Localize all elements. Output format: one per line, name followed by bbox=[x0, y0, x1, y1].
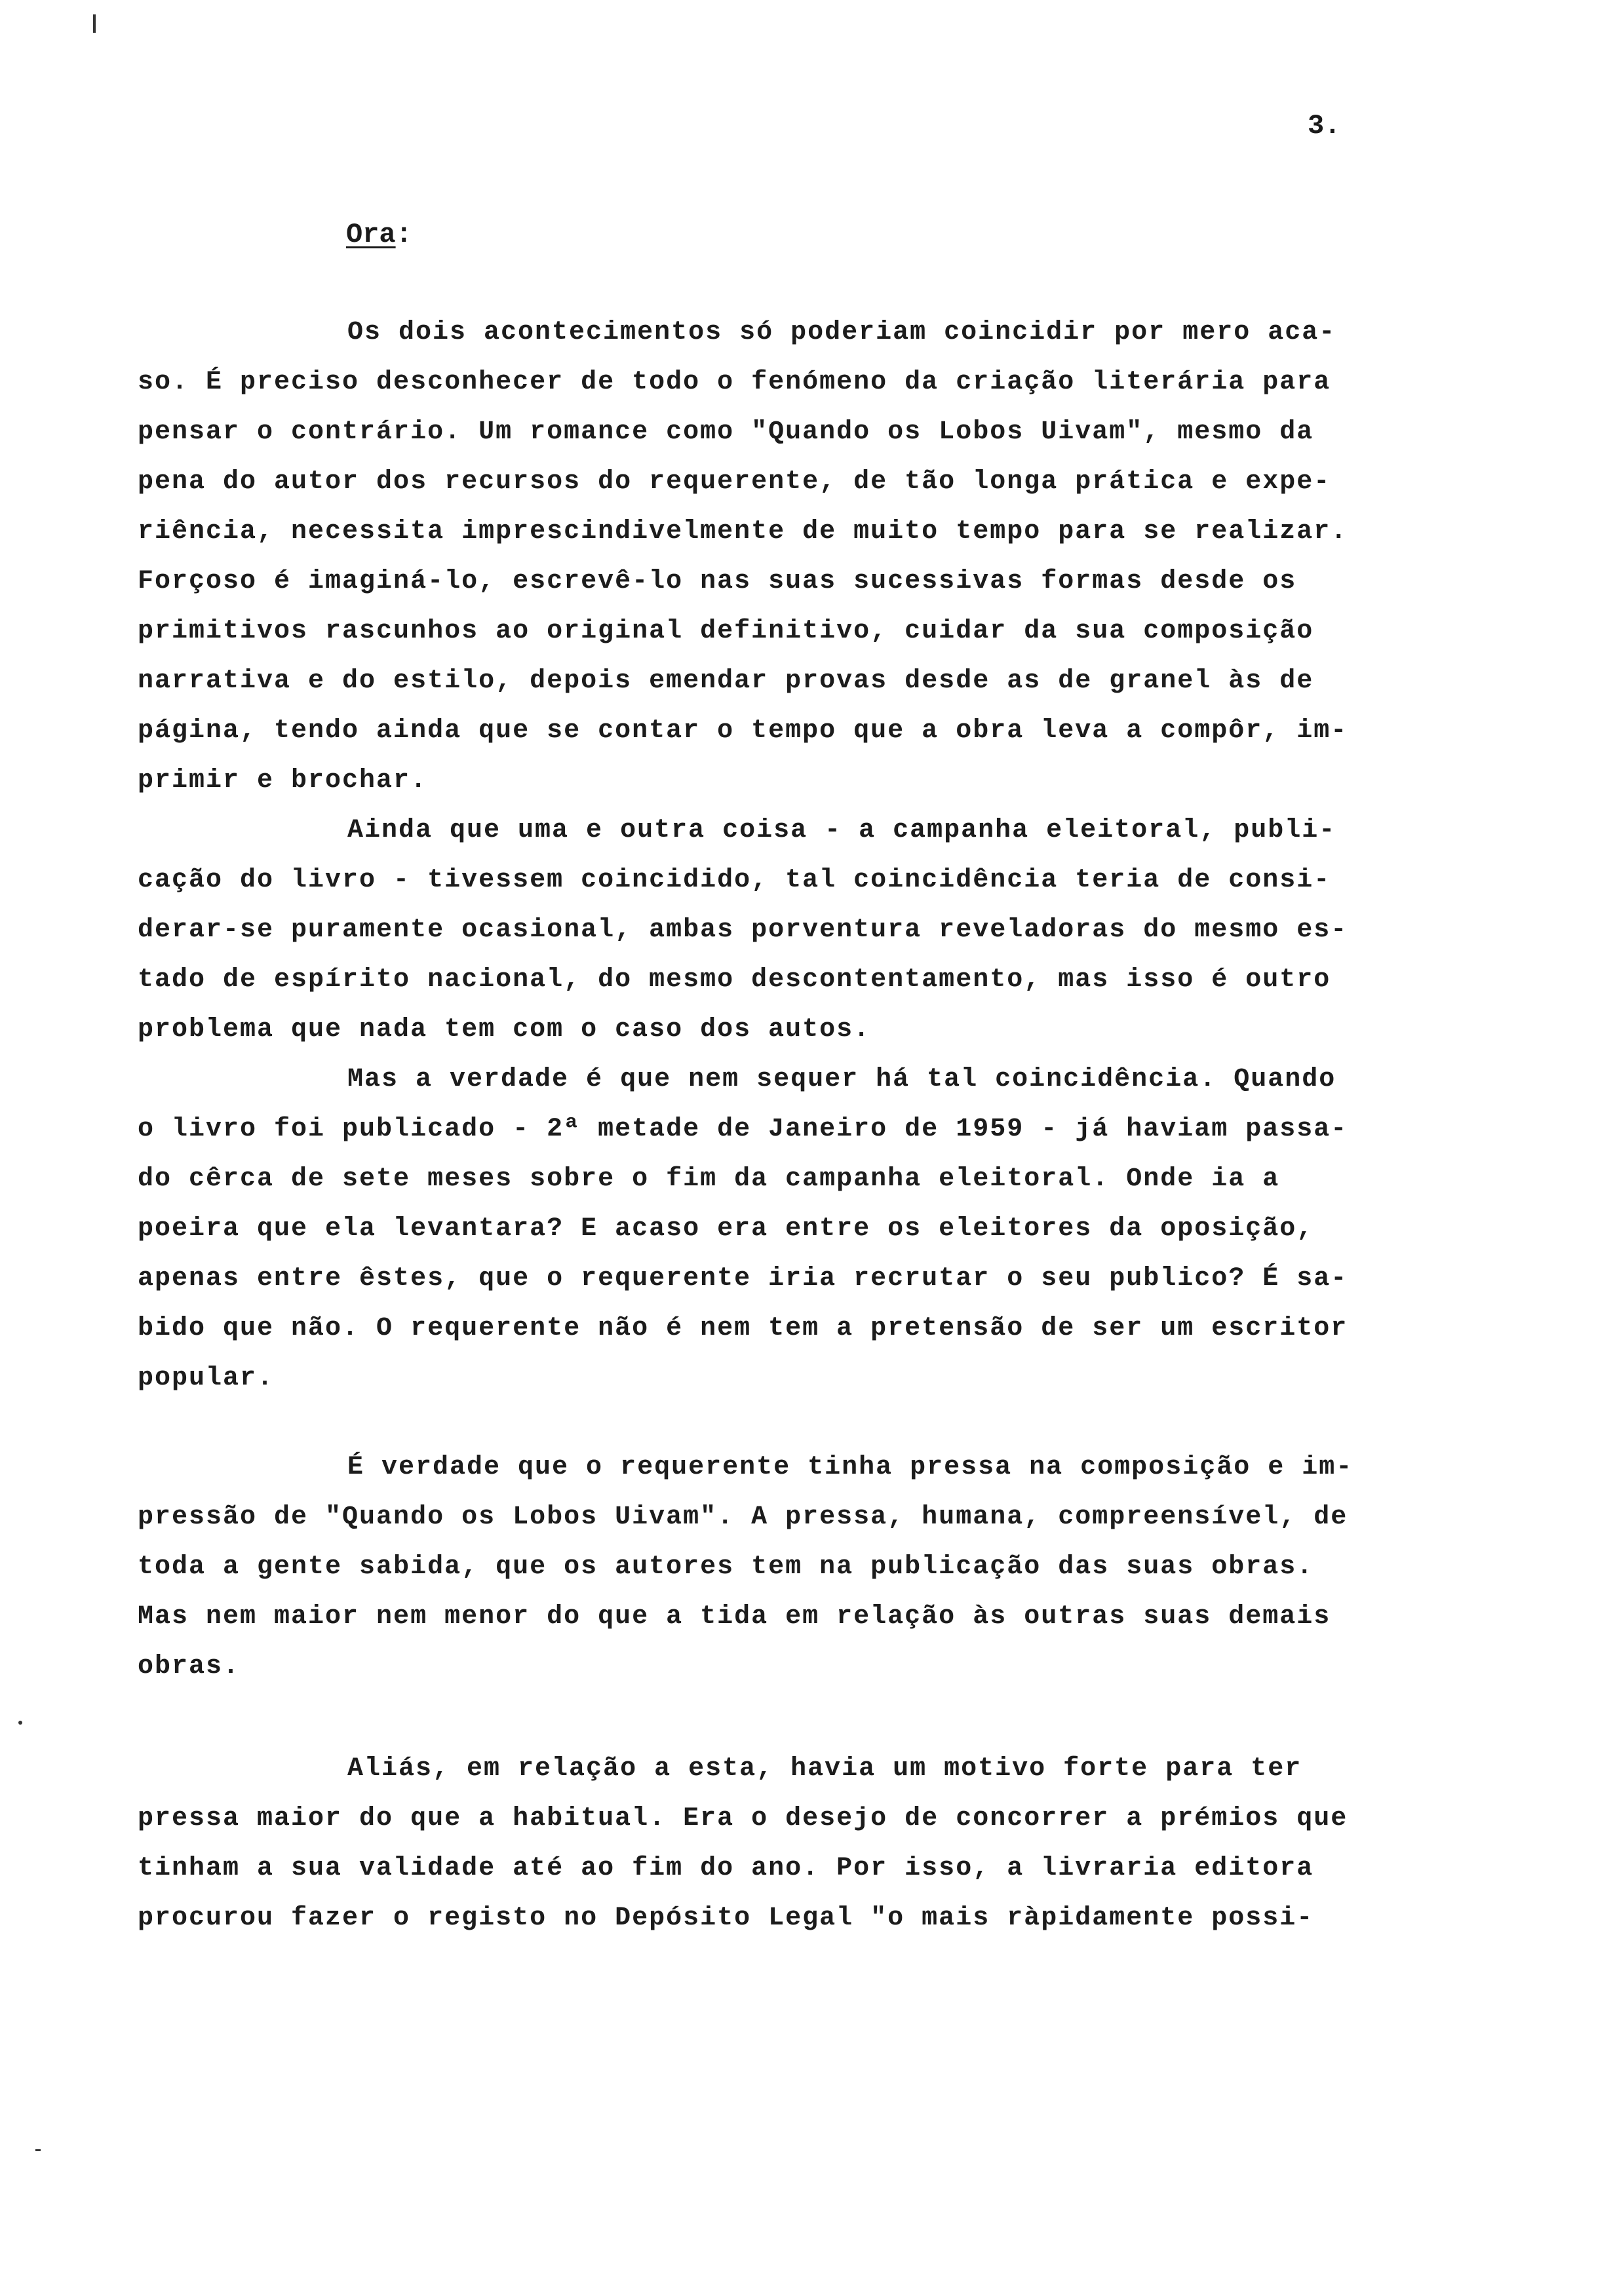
scan-speck bbox=[93, 14, 96, 33]
text-line: derar-se puramente ocasional, ambas porventura reveladoras do mesmo es- bbox=[138, 915, 1348, 945]
text-line: so. É preciso desconhecer de todo o fenómeno da criação literária para bbox=[138, 368, 1331, 397]
text-line: Os dois acontecimentos só poderiam coincidir por mero aca- bbox=[347, 318, 1336, 347]
text-line: pensar o contrário. Um romance como "Quando os Lobos Uivam", mesmo da bbox=[138, 417, 1314, 447]
text-line: poeira que ela levantara? E acaso era entre os eleitores da oposição, bbox=[138, 1214, 1314, 1244]
text-line: página, tendo ainda que se contar o tempo que a obra leva a compôr, im- bbox=[138, 716, 1348, 746]
heading-word: Ora bbox=[346, 219, 396, 250]
text-line: problema que nada tem com o caso dos autos. bbox=[138, 1015, 871, 1044]
text-line: Aliás, em relação a esta, havia um motivo forte para ter bbox=[347, 1754, 1302, 1784]
text-line: o livro foi publicado - 2ª metade de Janeiro de 1959 - já haviam passa- bbox=[138, 1115, 1348, 1144]
text-line: pressa maior do que a habitual. Era o desejo de concorrer a prémios que bbox=[138, 1804, 1348, 1833]
text-line: cação do livro - tivessem coincidido, tal coincidência teria de consi- bbox=[138, 866, 1331, 895]
scan-speck bbox=[18, 1721, 22, 1725]
text-line: Forçoso é imaginá-lo, escrevê-lo nas suas sucessivas formas desde os bbox=[138, 567, 1297, 596]
page-number: 3. bbox=[1308, 110, 1341, 142]
text-line: narrativa e do estilo, depois emendar provas desde as de granel às de bbox=[138, 666, 1314, 696]
text-line: pena do autor dos recursos do requerente, de tão longa prática e expe- bbox=[138, 467, 1331, 497]
text-line: pressão de "Quando os Lobos Uivam". A pressa, humana, compreensível, de bbox=[138, 1502, 1348, 1532]
scan-speck bbox=[35, 2149, 41, 2151]
heading-punctuation: : bbox=[395, 219, 412, 250]
text-line: popular. bbox=[138, 1364, 275, 1393]
text-line: obras. bbox=[138, 1652, 241, 1681]
text-line: bido que não. O requerente não é nem tem a pretensão de ser um escritor bbox=[138, 1314, 1348, 1343]
text-line: Mas nem maior nem menor do que a tida em relação às outras suas demais bbox=[138, 1602, 1331, 1632]
text-line: tado de espírito nacional, do mesmo descontentamento, mas isso é outro bbox=[138, 965, 1331, 995]
text-line: primitivos rascunhos ao original definitivo, cuidar da sua composição bbox=[138, 617, 1314, 646]
text-line: tinham a sua validade até ao fim do ano. Por isso, a livraria editora bbox=[138, 1854, 1314, 1883]
text-line: riência, necessita imprescindivelmente de muito tempo para se realizar. bbox=[138, 517, 1348, 546]
text-line: Ainda que uma e outra coisa - a campanha eleitoral, publi- bbox=[347, 816, 1336, 845]
text-line: É verdade que o requerente tinha pressa na composição e im- bbox=[347, 1453, 1353, 1482]
text-line: primir e brochar. bbox=[138, 766, 428, 795]
section-heading bbox=[346, 219, 412, 250]
text-line: Mas a verdade é que nem sequer há tal coincidência. Quando bbox=[347, 1065, 1336, 1094]
text-line: toda a gente sabida, que os autores tem na publicação das suas obras. bbox=[138, 1552, 1314, 1582]
text-line: procurou fazer o registo no Depósito Legal "o mais ràpidamente possi- bbox=[138, 1904, 1314, 1933]
text-line: apenas entre êstes, que o requerente iria recrutar o seu publico? É sa- bbox=[138, 1264, 1348, 1293]
text-line: do cêrca de sete meses sobre o fim da campanha eleitoral. Onde ia a bbox=[138, 1164, 1280, 1194]
